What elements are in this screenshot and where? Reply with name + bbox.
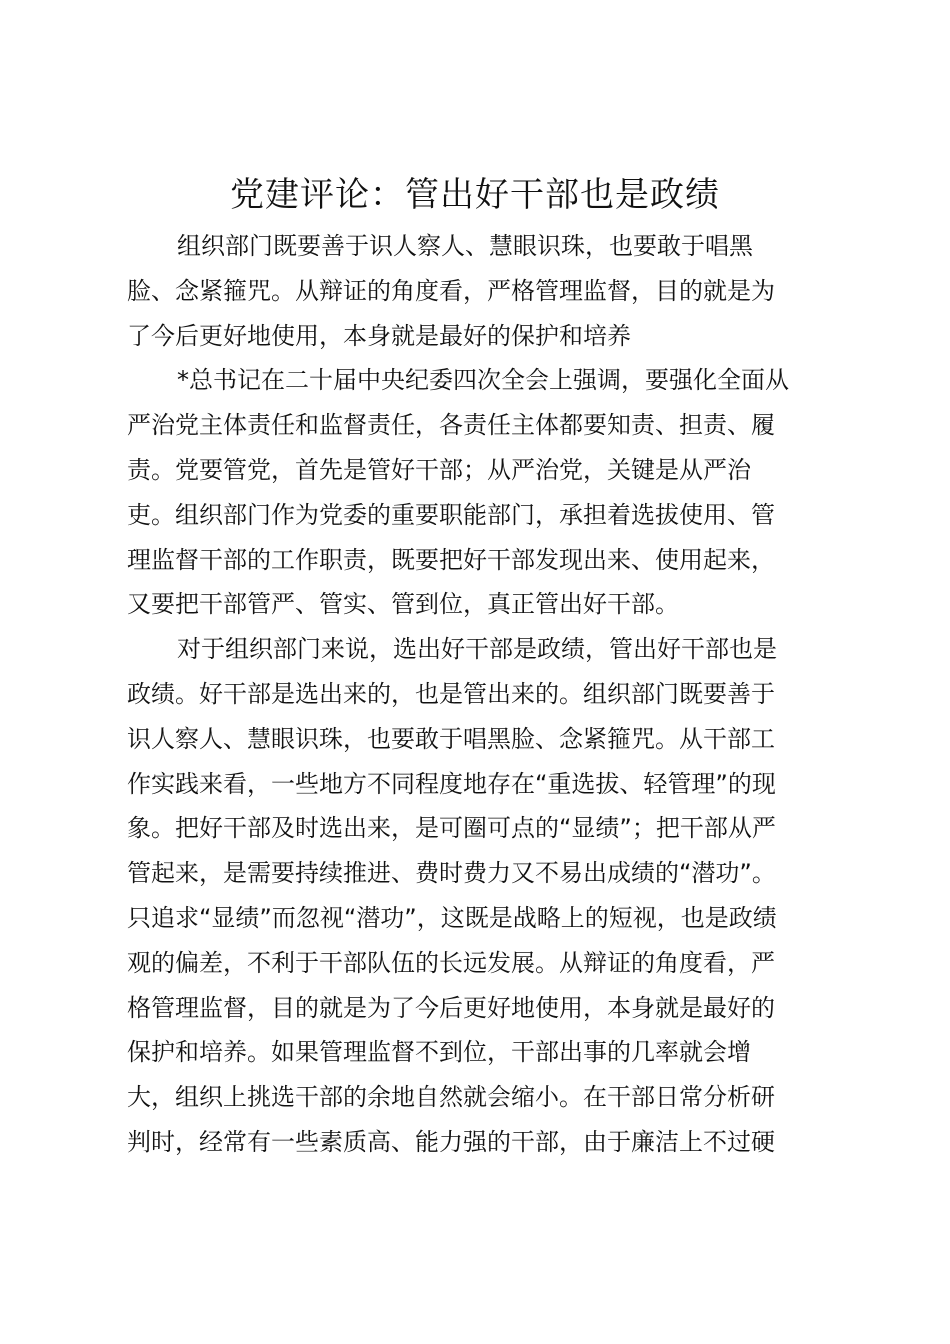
text-line: 大，组织上挑选干部的余地自然就会缩小。在干部日常分析研: [127, 1083, 775, 1112]
text-line: 象。把好干部及时选出来，是可圈可点的“显绩”；把干部从严: [127, 814, 776, 843]
text-line: 理监督干部的工作职责，既要把好干部发现出来、使用起来，: [127, 545, 775, 574]
text-line: 判时，经常有一些素质高、能力强的干部，由于廉洁上不过硬: [127, 1127, 775, 1156]
text-line: 保护和培养。如果管理监督不到位，干部出事的几率就会增: [127, 1038, 751, 1067]
text-line: 责。党要管党，首先是管好干部；从严治党，关键是从严治: [127, 455, 751, 484]
page-title: 党建评论：管出好干部也是政绩: [230, 175, 720, 215]
text-line: 作实践来看，一些地方不同程度地存在“重选拔、轻管理”的现: [127, 769, 776, 798]
paragraph-2: [127, 358, 827, 627]
text-line: 又要把干部管严、管实、管到位，真正管出好干部。: [127, 590, 679, 619]
text-line: 组织部门既要善于识人察人、慧眼识珠，也要敢于唱黑: [177, 232, 753, 260]
text-line: 识人察人、慧眼识珠，也要敢于唱黑脸、念紧箍咒。从干部工: [127, 724, 775, 753]
text-line: 观的偏差，不利于干部队伍的长远发展。从辩证的角度看，严: [127, 948, 775, 977]
article-body: [127, 224, 827, 1165]
text-line: 了今后更好地使用，本身就是最好的保护和培养: [127, 321, 631, 350]
text-line: 只追求“显绩”而忽视“潜功”，这既是战略上的短视，也是政绩: [127, 903, 777, 932]
text-line: 管起来，是需要持续推进、费时费力又不易出成绩的“潜功”。: [127, 859, 776, 888]
text-line: 格管理监督，目的就是为了今后更好地使用，本身就是最好的: [127, 993, 775, 1022]
text-line: 吏。组织部门作为党委的重要职能部门，承担着选拔使用、管: [127, 500, 775, 529]
text-line: 政绩。好干部是选出来的，也是管出来的。组织部门既要善于: [127, 679, 775, 708]
paragraph-3: [127, 627, 827, 1165]
text-line: 脸、念紧箍咒。从辩证的角度看，严格管理监督，目的就是为: [127, 276, 775, 305]
text-line: *总书记在二十届中央纪委四次全会上强调，要强化全面从: [177, 366, 789, 395]
text-line: 严治党主体责任和监督责任，各责任主体都要知责、担责、履: [127, 411, 775, 440]
paragraph-1: [127, 224, 827, 358]
text-line: 对于组织部门来说，选出好干部是政绩，管出好干部也是: [177, 635, 777, 664]
